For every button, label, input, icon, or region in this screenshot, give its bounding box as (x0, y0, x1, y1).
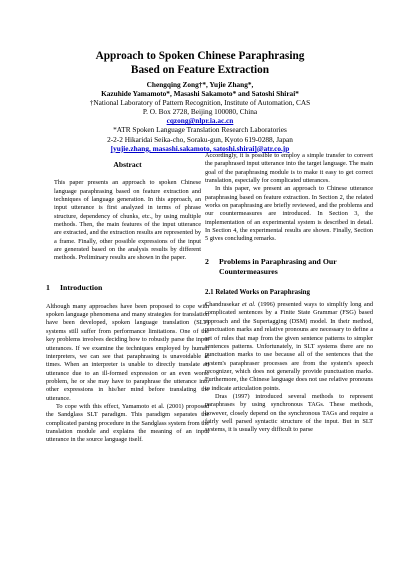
author-block (20, 80, 380, 153)
section-1-title: Introduction (60, 282, 103, 292)
title-line-2: Based on Feature Extraction (130, 64, 270, 76)
abstract-heading: Abstract (113, 160, 142, 169)
authors-line-2: Kazuhide Yamamoto*, Masashi Sakamoto* and Satoshi Shirai* (101, 89, 299, 99)
intro-paragraph-3: Accordingly, it is possible to employ a simple transfer to convert the paraphrased input utterance into the target language. The main goal of the paraphrasing module is to make it easy to get correct translation, especially for complicated utterances. (205, 152, 373, 185)
related-works-paragraph-2: Dras (1997) introduced several methods to represent paraphrases by using synchronous TAGs. These methods, however, closely depend on the synchronous TAGs and require a fairly well parsed syntactic structure of the input. But in SLT systems, it is usually very difficult to parse (205, 392, 373, 434)
email-link-2[interactable]: [yujie.zhang, masashi.sakamoto, satoshi.shirai]@atr.co.jp (110, 143, 290, 153)
right-column (205, 152, 373, 435)
email-link-1[interactable]: cqzong@nlpr.ia.ac.cn (166, 116, 234, 126)
left-column (46, 161, 209, 445)
related-text: (1996) presented ways to simplify long and complicated sentences by a Finite State Grammar (FSG) based approach and the Supertagging (DSM) model. In their method, punctuation marks and relative pronouns are necessary to define a set of rules that map from the given sentence patterns to simpler sentences patterns. Unfortunately, in SLT systems there are no punctuation marks to use because all of the sentences that the system's paraphraser processes are from the system's speech recognizer, which does not generally provide punctuation marks. Furthermore, the Chinese language does not use relative pronouns to indicate articulation points. (205, 301, 373, 392)
affiliation-1-line-1: †National Laboratory of Pattern Recognition, Institute of Automation, CAS (89, 98, 311, 108)
affiliation-2-line-2: 2-2-2 Hikaridai Seika-cho, Soraku-gun, Kyoto 619-0288, Japan (107, 134, 293, 144)
authors-line-1: Chengqing Zong†*, Yujie Zhang*, (146, 80, 254, 89)
intro-paragraph-4: In this paper, we present an approach to Chinese utterance paraphrasing based on feature extraction. In Section 2, the related works on paraphrasing are briefly reviewed, and the problems and our countermeasures are introduced. In Section 3, the implementation of an experimental system is described in detail. In Section 4, the experimental results are shown. Finally, Section 5 gives concluding remarks. (205, 185, 373, 243)
section-1-heading (46, 283, 209, 293)
abstract-text: This paper presents an approach to spoken Chinese language paraphrasing based on feature extraction and techniques of language generation. In this approach, an input utterance is first analyzed in terms of phrase structure, dependency of chunks, etc., by using multiple methods. Then, the main features of the input utterance are extracted, and the extraction results are represented by a frame. Finally, other possible expressions of the input are generated based on the analysis results by different methods. Preliminary results are shown in the paper. (54, 179, 201, 262)
intro-paragraph-2: To cope with this effect, Yamamoto et al. (2001) proposed the Sandglass SLT paradigm. This paradigm separates the complicated parsing procedure in the Sandglass system from the translation module and explains the meaning of an input utterance in the source language itself. (46, 402, 209, 444)
related-etal: et al. (242, 301, 256, 309)
related-author: Chandrasekar (205, 301, 240, 309)
affiliation-1-line-2: P. O. Box 2728, Beijing 100080, China (142, 107, 258, 117)
title-line-1: Approach to Spoken Chinese Paraphrasing (95, 50, 305, 62)
paper-title (20, 49, 380, 77)
section-2-heading (205, 257, 373, 277)
related-works-paragraph-1 (205, 301, 373, 393)
intro-paragraph-1: Although many approaches have been proposed to cope with spoken language phenomena and many strategies for translation have been developed, spoken language translation (SLT) systems still suffer from performance limitations. One of the key problems involves deciding how to robustly parse the input utterances. If we examine the techniques employed by human interpreters, we can see that paraphrasing is unavoidable at times. When an interpreter is unable to directly translate an utterance due to an ill-formed expression or an even worse problem, he or she may have to paraphrase the utterance into other expressions in his/her mind before translating the utterance. (46, 302, 209, 402)
subsection-2-1-heading: 2.1 Related Works on Paraphrasing (205, 288, 310, 296)
section-2-number: 2 (205, 256, 209, 266)
section-2-title-line-1: Problems in Paraphrasing and Our (219, 256, 337, 266)
affiliation-2-line-1: *ATR Spoken Language Translation Research Laboratories (113, 125, 287, 135)
section-2-title-line-2: Countermeasures (219, 266, 278, 276)
section-1-number: 1 (46, 282, 50, 292)
